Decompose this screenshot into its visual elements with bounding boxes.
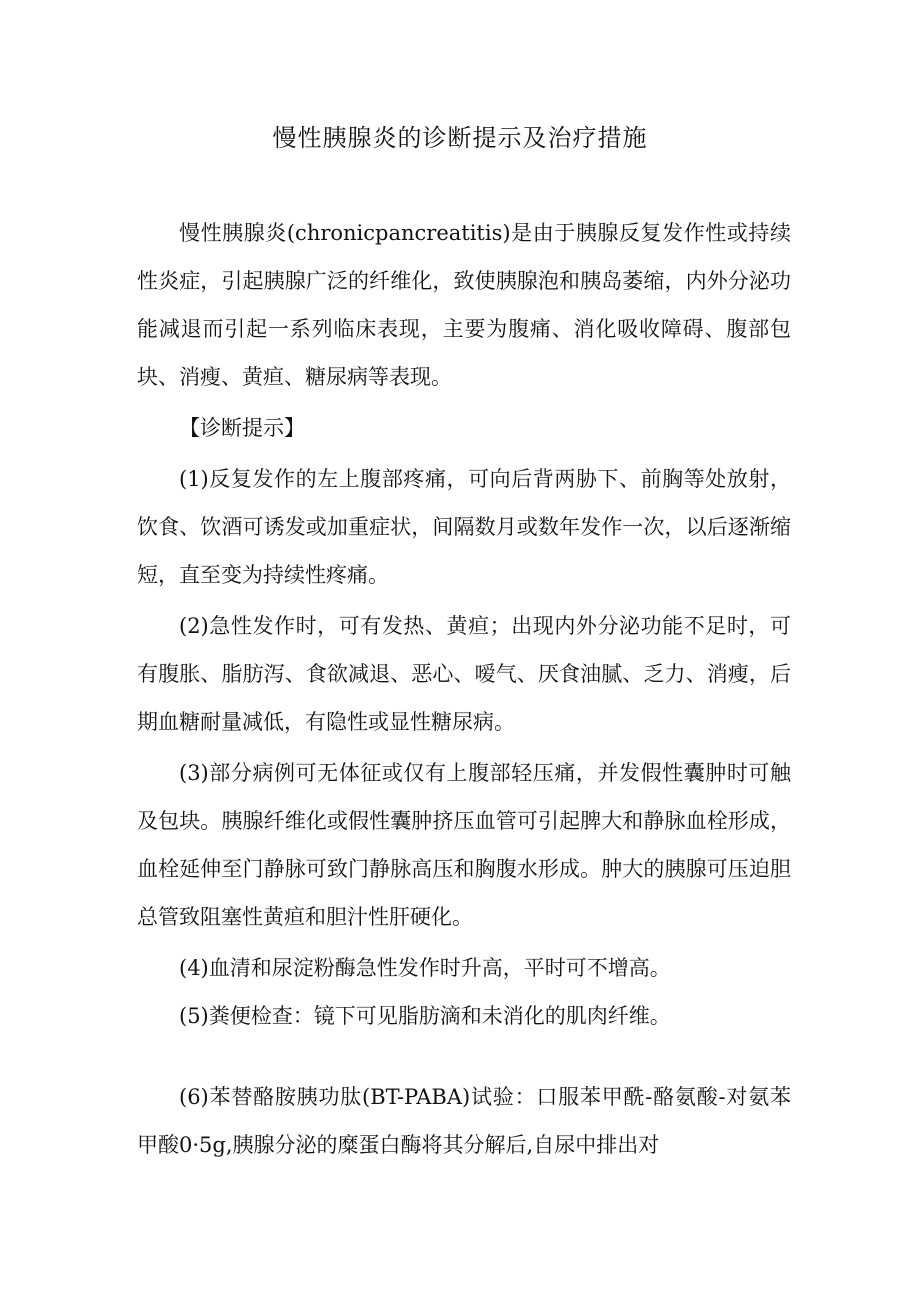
section-heading: 【诊断提示】 [179,416,305,440]
document-title: 慢性胰腺炎的诊断提示及治疗措施 [272,124,648,152]
diagnosis-item-4: (4)血清和尿淀粉酶急性发作时升高，平时可不增高。 [179,956,671,980]
intro-paragraph: 慢性胰腺炎(chronicpancreatitis)是由于胰腺反复发作性或持续性炎症，引起胰腺广泛的纤维化，致使胰腺泡和胰岛萎缩，内外分泌功能减退而引起一系列临床表现，主要为腹痛、消化吸收障碍、腹部包块、消瘦、黄疸、糖尿病等表现。 [137,221,791,389]
document-body [137,209,791,1169]
diagnosis-item-1: (1)反复发作的左上腹部疼痛，可向后背两胁下、前胸等处放射，饮食、饮酒可诱发或加重症状，间隔数月或数年发作一次，以后逐渐缩短，直至变为持续性疼痛。 [137,467,791,587]
diagnosis-item-3: (3)部分病例可无体征或仅有上腹部轻压痛，并发假性囊肿时可触及包块。胰腺纤维化或假性囊肿挤压血管可引起脾大和静脉血栓形成，血栓延伸至门静脉可致门静脉高压和胸腹水形成。肿大的胰腺可压迫胆总管致阻塞性黄疸和胆汁性肝硬化。 [137,761,791,929]
diagnosis-item-6: (6)苯替酪胺胰功肽(BT-PABA)试验：口服苯甲酰-酪氨酸-对氨苯甲酸0·5g,胰腺分泌的糜蛋白酶将其分解后,自尿中排出对 [137,1085,791,1157]
diagnosis-item-2: (2)急性发作时，可有发热、黄疸；出现内外分泌功能不足时，可有腹胀、脂肪泻、食欲减退、恶心、嗳气、厌食油腻、乏力、消瘦，后期血糖耐量减低，有隐性或显性糖尿病。 [137,614,791,734]
diagnosis-item-5: (5)粪便检查：镜下可见脂肪滴和未消化的肌肉纤维。 [179,1004,671,1028]
